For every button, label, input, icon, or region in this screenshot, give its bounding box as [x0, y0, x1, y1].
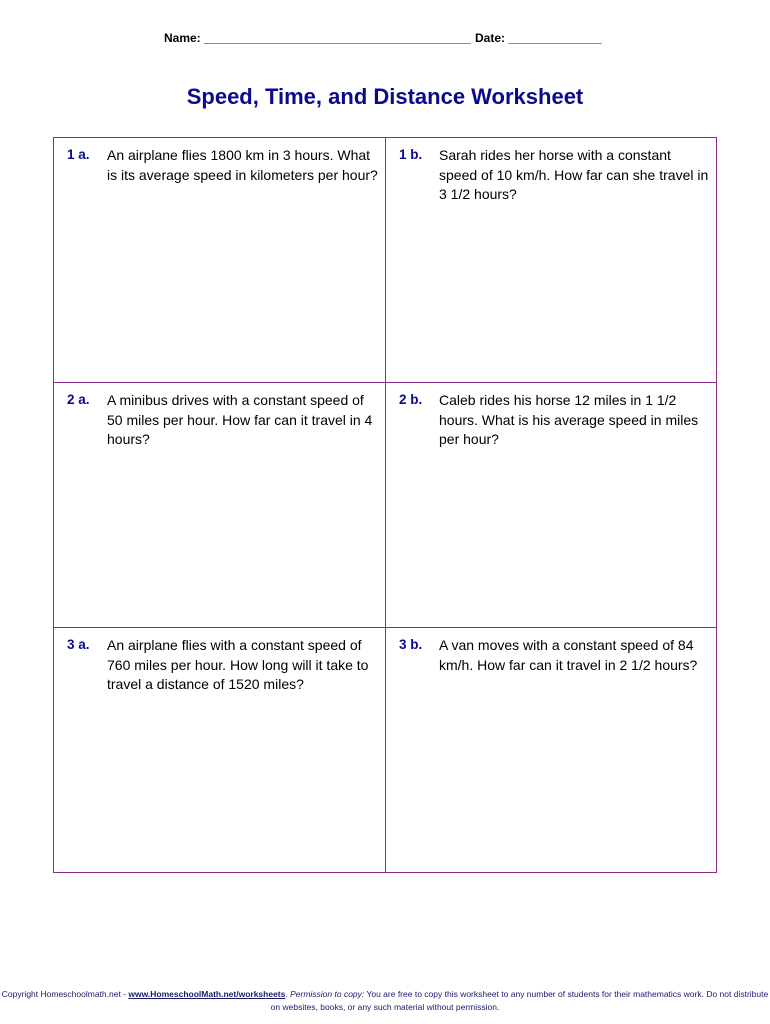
problem-cell-1a	[54, 138, 386, 383]
name-field-group	[164, 31, 471, 45]
problem-number: 2 b.	[399, 392, 423, 407]
date-label: Date:	[475, 31, 506, 45]
problem-cell-3b	[386, 628, 716, 872]
problem-text: A minibus drives with a constant speed of 50 miles per hour. How far can it travel in 4 hours?	[107, 392, 373, 447]
problem-number: 3 a.	[67, 637, 90, 652]
problem-grid	[53, 137, 717, 873]
name-blank[interactable]: ________________________________________	[204, 31, 471, 45]
problem-cell-1b	[386, 138, 716, 383]
problem-text: Caleb rides his horse 12 miles in 1 1/2 hours. What is his average speed in miles per hour?	[439, 392, 699, 447]
problem-cell-2a	[54, 383, 386, 628]
problem-number: 3 b.	[399, 637, 423, 652]
name-label: Name:	[164, 31, 201, 45]
footer-separator: .	[285, 989, 291, 999]
problem-text: An airplane flies 1800 km in 3 hours. What is its average speed in kilometers per hour?	[107, 147, 378, 183]
problem-number: 2 a.	[67, 392, 90, 407]
problem-cell-2b	[386, 383, 716, 628]
permission-text: You are free to copy this worksheet to any number of students for their mathematics work. Do not distribute on websites, books, or any such material without permission.	[270, 989, 769, 1012]
page-title: Speed, Time, and Distance Worksheet	[186, 84, 584, 109]
copyright-text: Copyright Homeschoolmath.net -	[1, 989, 129, 999]
date-field-group	[475, 31, 602, 45]
problem-number: 1 b.	[399, 147, 423, 162]
problem-cell-3a	[54, 628, 386, 872]
copyright-footer	[0, 988, 770, 1014]
worksheets-link[interactable]: www.HomeschoolMath.net/worksheets	[128, 989, 286, 999]
problem-number: 1 a.	[67, 147, 90, 162]
problem-text: Sarah rides her horse with a constant speed of 10 km/h. How far can she travel in 3 1/2 hours?	[439, 147, 709, 202]
problem-text: An airplane flies with a constant speed of 760 miles per hour. How long will it take to travel a distance of 1520 miles?	[107, 637, 369, 692]
date-blank[interactable]: ______________	[508, 31, 602, 45]
permission-label: Permission to copy:	[290, 989, 365, 999]
problem-text: A van moves with a constant speed of 84 km/h. How far can it travel in 2 1/2 hours?	[439, 637, 698, 673]
